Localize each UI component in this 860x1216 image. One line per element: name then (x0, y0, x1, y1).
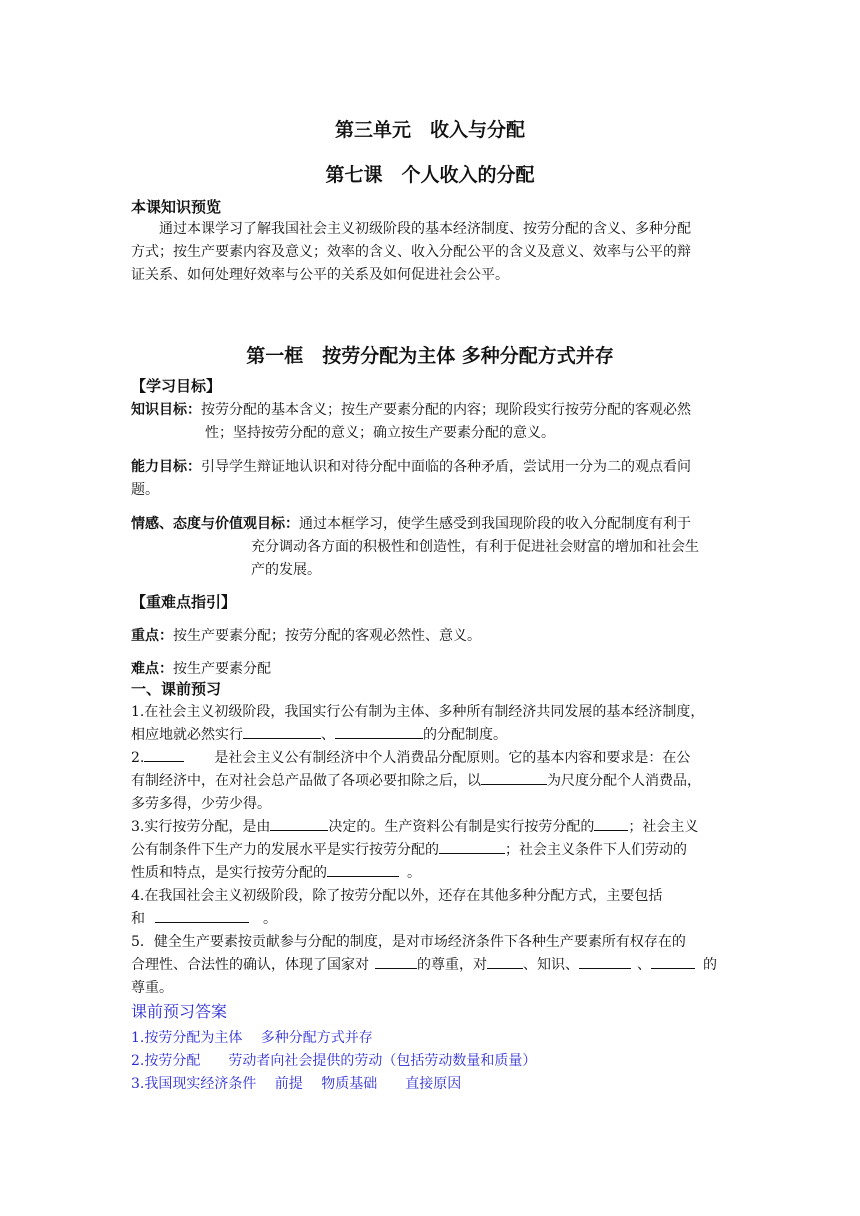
question-4-line-1: 4.在我国社会主义初级阶段，除了按劳分配以外，还存在其他多种分配方式，主要包括 (131, 888, 663, 904)
question-3-text-e: ；社会主义条件下人们劳动的 (505, 842, 687, 858)
difficult-point-label: 难点： (131, 661, 173, 677)
preview-line-2: 方式；按生产要素内容及意义；效率的含义、收入分配公平的含义及意义、效率与公平的辩 (131, 244, 691, 260)
question-5-line-2 (131, 954, 717, 976)
question-1-line-1: 1.在社会主义初级阶段，我国实行公有制为主体、多种所有制经济共同发展的基本经济制度， (131, 704, 705, 720)
answer-3: 3.我国现实经济条件 前提 物质基础 直接原因 (131, 1076, 462, 1092)
question-2-line-3: 多劳多得，少劳少得。 (131, 796, 271, 812)
question-5-text-a: 合理性、合法性的确认，体现了国家对 (131, 957, 369, 973)
blank-1a[interactable] (243, 724, 321, 739)
blank-1b[interactable] (335, 724, 423, 739)
question-1-text-b: 、 (321, 727, 335, 743)
blank-3b[interactable] (594, 816, 628, 831)
blank-3c[interactable] (439, 839, 505, 854)
key-point-label: 重点： (131, 628, 173, 644)
preview-line-1: 通过本课学习了解我国社会主义初级阶段的基本经济制度、按劳分配的含义、多种分配 (159, 221, 691, 237)
emotion-goal-text-1: 通过本框学习，使学生感受到我国现阶段的收入分配制度有利于 (299, 516, 691, 532)
question-5-text-d: 、 (637, 957, 651, 973)
question-1-text-a: 相应地就必然实行 (131, 727, 243, 743)
blank-2a[interactable] (144, 747, 184, 762)
difficult-point-line (131, 658, 271, 680)
question-5-text-e: 的 (703, 957, 717, 973)
knowledge-goal-line-2: 性；坚持按劳分配的意义；确立按生产要素分配的意义。 (205, 425, 555, 441)
ability-goal-line-2: 题。 (131, 482, 159, 498)
question-1-line-2 (131, 724, 507, 746)
question-3-text-d: 公有制条件下生产力的发展水平是实行按劳分配的 (131, 842, 439, 858)
question-5-text-c: 、知识、 (523, 957, 579, 973)
question-4-text-a: 和 (131, 911, 145, 927)
unit-title: 第三单元 收入与分配 (334, 119, 525, 141)
question-3-text-g: 。 (407, 865, 421, 881)
emotion-goal-label: 情感、态度与价值观目标： (131, 516, 299, 532)
answers-heading: 课前预习答案 (131, 1002, 228, 1021)
goals-heading: 【学习目标】 (131, 377, 222, 395)
blank-3a[interactable] (270, 816, 328, 831)
knowledge-goal-label: 知识目标： (131, 402, 201, 418)
blank-5b[interactable] (487, 954, 523, 969)
question-3-text-a: 3.实行按劳分配，是由 (131, 819, 271, 835)
question-2-text-a: 2. (131, 750, 145, 766)
blank-4a[interactable] (155, 908, 249, 923)
frame-title: 第一框 按劳分配为主体 多种分配方式并存 (246, 345, 614, 367)
key-point-text: 按生产要素分配；按劳分配的客观必然性、意义。 (173, 628, 481, 644)
question-1-text-c: 的分配制度。 (423, 727, 507, 743)
preview-heading: 本课知识预览 (131, 198, 222, 216)
question-3-line-1 (131, 816, 698, 838)
question-4-text-b: 。 (263, 911, 277, 927)
lesson-title: 第七课 个人收入的分配 (325, 164, 535, 186)
knowledge-goal-text-1: 按劳分配的基本含义；按生产要素分配的内容；现阶段实行按劳分配的客观必然 (201, 402, 691, 418)
difficult-point-text: 按生产要素分配 (173, 661, 271, 677)
knowledge-goal-line-1 (131, 399, 691, 421)
question-2-text-c: 有制经济中，在对社会总产品做了各项必要扣除之后，以 (131, 773, 481, 789)
blank-5d[interactable] (651, 954, 695, 969)
question-2-text-b: 是社会主义公有制经济中个人消费品分配原则。它的基本内容和要求是：在公 (214, 750, 691, 766)
answer-1: 1.按劳分配为主体 多种分配方式并存 (131, 1030, 373, 1046)
question-3-line-3 (131, 862, 421, 884)
emotion-goal-line-1 (131, 513, 691, 535)
ability-goal-label: 能力目标： (131, 459, 201, 475)
key-point-line (131, 625, 481, 647)
question-5-line-1: 5．健全生产要素按贡献参与分配的制度，是对市场经济条件下各种生产要素所有权存在的 (131, 934, 686, 950)
question-5-line-3: 尊重。 (131, 980, 173, 996)
question-3-text-f: 性质和特点，是实行按劳分配的 (131, 865, 327, 881)
question-3-text-b: 决定的。生产资料公有制是实行按劳分配的 (328, 819, 595, 835)
ability-goal-line-1 (131, 456, 691, 478)
key-points-heading: 【重难点指引】 (131, 593, 237, 611)
emotion-goal-line-2: 充分调动各方面的积极性和创造性，有利于促进社会财富的增加和社会生 (251, 539, 699, 555)
question-2-text-d: 为尺度分配个人消费品， (547, 773, 701, 789)
ability-goal-text-1: 引导学生辩证地认识和对待分配中面临的各种矛盾，尝试用一分为二的观点看问 (201, 459, 691, 475)
blank-3d[interactable] (327, 862, 399, 877)
blank-2b[interactable] (481, 770, 547, 785)
answer-2: 2.按劳分配 劳动者向社会提供的劳动（包括劳动数量和质量） (131, 1053, 537, 1069)
pre-study-heading: 一、课前预习 (131, 680, 222, 698)
emotion-goal-line-3: 产的发展。 (251, 562, 321, 578)
question-3-text-c: ；社会主义 (628, 819, 699, 835)
blank-5a[interactable] (375, 954, 417, 969)
preview-line-3: 证关系、如何处理好效率与公平的关系及如何促进社会公平。 (131, 267, 509, 283)
question-4-line-2 (131, 908, 277, 930)
question-2-line-2 (131, 770, 701, 792)
question-2-line-1 (131, 747, 690, 769)
question-3-line-2 (131, 839, 687, 861)
question-5-text-b: 的尊重，对 (417, 957, 487, 973)
blank-5c[interactable] (579, 954, 631, 969)
